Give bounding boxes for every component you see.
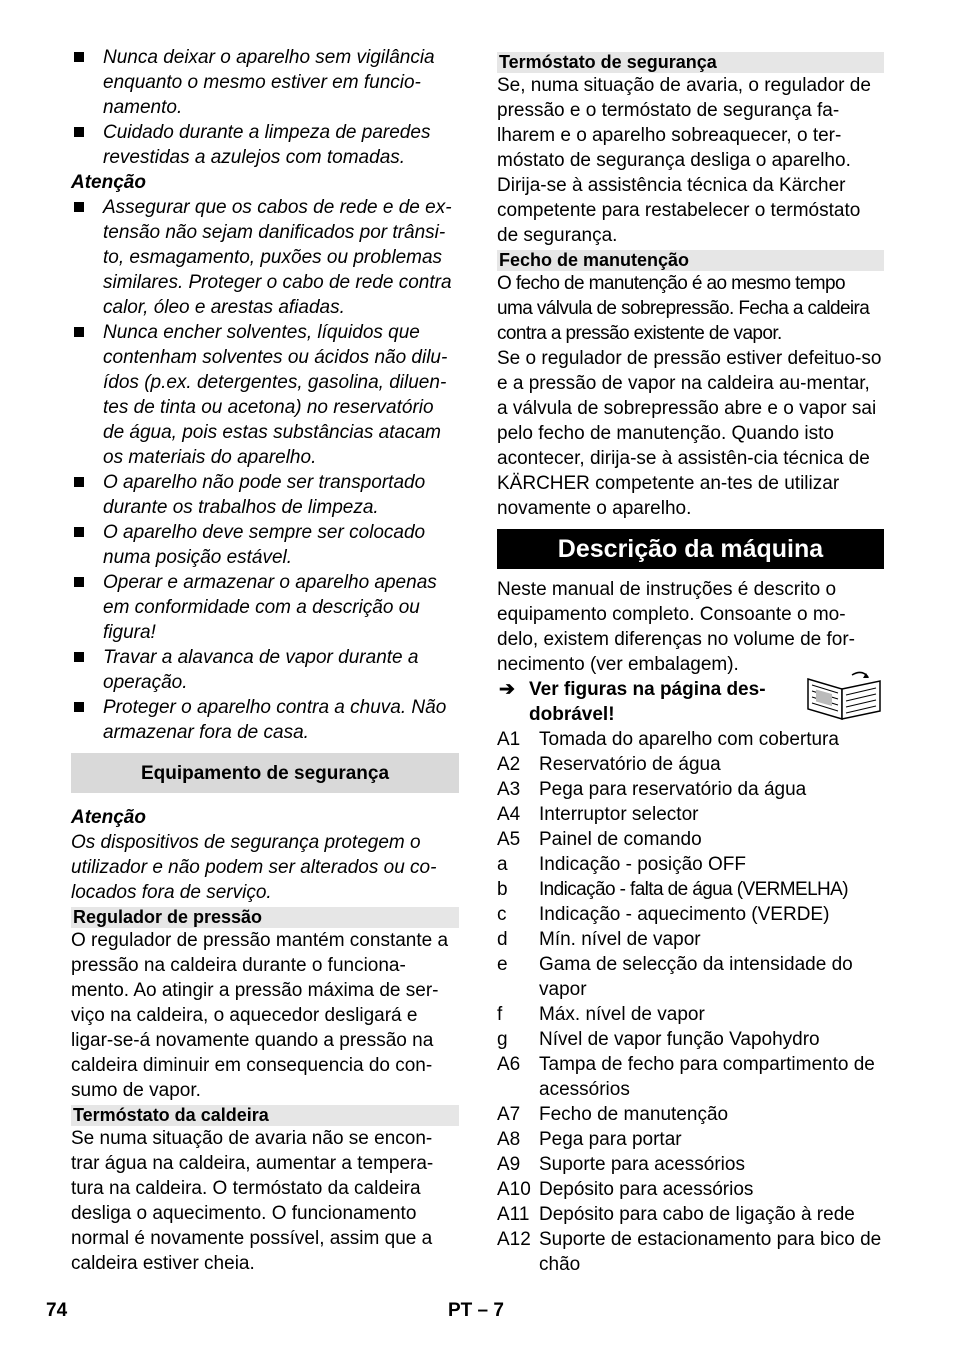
item-text: Depósito para cabo de ligação à rede (539, 1204, 855, 1225)
arrow-right-icon: ➔ (499, 679, 515, 700)
item-key: e (497, 954, 508, 975)
bullet-list-a (71, 45, 459, 170)
item-text: Nível de vapor função Vapohydro (539, 1029, 820, 1050)
item-text: Pega para portar (539, 1129, 682, 1150)
attention-label: Atenção (71, 807, 146, 828)
list-item (497, 1127, 884, 1152)
item-text: Indicação - falta de água (VERMELHA) (539, 879, 848, 900)
list-item (497, 1002, 884, 1027)
section-title-machine-description: Descrição da máquina (497, 529, 884, 569)
bullet-item: Travar a alavanca de vapor durante a operação. (71, 645, 459, 695)
list-item (497, 1052, 884, 1102)
section-title-safety-equipment: Equipamento de segurança (71, 753, 459, 793)
component-list (497, 727, 884, 1277)
page-number: 74 (46, 1300, 68, 1321)
item-key: f (497, 1004, 503, 1025)
item-text: Tampa de fecho para compartimento de acessórios (539, 1054, 875, 1100)
subheading-pressure-regulator: Regulador de pressão (71, 907, 459, 928)
item-key: A5 (497, 829, 521, 850)
item-key: g (497, 1029, 508, 1050)
list-item (497, 877, 884, 902)
subheading-safety-thermostat: Termóstato de segurança (497, 52, 884, 73)
item-key: A8 (497, 1129, 521, 1150)
bullet-item: Proteger o aparelho contra a chuva. Não armazenar fora de casa. (71, 695, 459, 745)
bullet-item: Cuidado durante a limpeza de paredes revestidas a azulejos com tomadas. (71, 120, 459, 170)
item-text: Indicação - posição OFF (539, 854, 746, 875)
list-item (497, 727, 884, 752)
item-text: Suporte de estacionamento para bico de chão (539, 1229, 882, 1275)
item-text: Pega para reservatório da água (539, 779, 807, 800)
see-figures-note (497, 677, 884, 727)
list-item (497, 1152, 884, 1177)
list-item (497, 902, 884, 927)
item-key: A7 (497, 1104, 521, 1125)
paragraph-maintenance-closure-2: Se o regulador de pressão estiver defeituo-so e a pressão de vapor na caldeira au-mentar, a válvula de sobrepressão abre e o vapor sai pelo fecho de manutenção. Quando isto acontecer, dirija-se à assistên-cia técnica de KÄRCHER competente an-tes de utilizar novamente o aparelho. (497, 348, 882, 519)
item-text: Painel de comando (539, 829, 702, 850)
list-item (497, 752, 884, 777)
item-key: c (497, 904, 507, 925)
safety-note: Os dispositivos de segurança protegem o utilizador e não podem ser alterados ou co-locados fora de serviço. (71, 832, 437, 903)
bullet-item: Assegurar que os cabos de rede e de ex-tensão não sejam danificados por trânsi-to, esmagamento, puxões ou problemas similares. Proteger o cabo de rede contra calor, óleo e arestas afiadas. (71, 195, 459, 320)
paragraph-machine-description: Neste manual de instruções é descrito o equipamento completo. Consoante o mo-delo, existem diferenças no volume de for-necimento (ver embalagem). (497, 579, 856, 675)
attention-label: Atenção (71, 172, 146, 193)
item-text: Gama de selecção da intensidade do vapor (539, 954, 853, 1000)
bullet-item: O aparelho não pode ser transportado durante os trabalhos de limpeza. (71, 470, 459, 520)
item-text: Depósito para acessórios (539, 1179, 754, 1200)
item-key: b (497, 879, 508, 900)
item-key: A9 (497, 1154, 521, 1175)
bullet-item: Nunca deixar o aparelho sem vigilância enquanto o mesmo estiver em funcio-namento. (71, 45, 459, 120)
paragraph-pressure-regulator: O regulador de pressão mantém constante a pressão na caldeira durante o funciona-mento. Ao atingir a pressão máxima de ser-viço na caldeira, o aquecedor desligará e ligar-se-á novamente quando a pressão na caldeira diminuir em consequencia do con-sumo de vapor. (71, 930, 449, 1101)
item-text: Reservatório de água (539, 754, 721, 775)
paragraph-safety-thermostat: Se, numa situação de avaria, o regulador de pressão e o termóstato de segurança fa-lharem e o aparelho sobreaquecer, o ter-móstato de segurança desliga o aparelho. Dirija-se à assistência técnica da Kärcher competente para restabelecer o termóstato de segurança. (497, 75, 871, 246)
item-key: a (497, 854, 508, 875)
list-item (497, 1102, 884, 1127)
list-item (497, 1027, 884, 1052)
item-key: A10 (497, 1179, 531, 1200)
list-item (497, 1227, 884, 1277)
list-item (497, 777, 884, 802)
bullet-item: Operar e armazenar o aparelho apenas em conformidade com a descrição ou figura! (71, 570, 459, 645)
list-item (497, 1177, 884, 1202)
list-item (497, 852, 884, 877)
item-text: Fecho de manutenção (539, 1104, 729, 1125)
list-item (497, 1202, 884, 1227)
left-column (71, 45, 459, 1276)
right-column (497, 45, 884, 1277)
item-key: A11 (497, 1204, 530, 1225)
list-item (497, 827, 884, 852)
list-item (497, 802, 884, 827)
item-key: A1 (497, 729, 521, 750)
list-item (497, 952, 884, 1002)
item-key: A3 (497, 779, 521, 800)
item-text: Tomada do aparelho com cobertura (539, 729, 839, 750)
bullet-item: O aparelho deve sempre ser colocado numa posição estável. (71, 520, 459, 570)
open-book-icon (804, 669, 884, 721)
item-text: Indicação - aquecimento (VERDE) (539, 904, 830, 925)
bullet-item: Nunca encher solventes, líquidos que contenham solventes ou ácidos não dilu-ídos (p.ex. detergentes, gasolina, diluen-tes de tinta ou acetona) no reservatório de água, pois estas substâncias atacam os materiais do aparelho. (71, 320, 459, 470)
paragraph-boiler-thermostat: Se numa situação de avaria não se encon-trar água na caldeira, aumentar a tempera-tura na caldeira. O termóstato da caldeira desliga o aquecimento. O funcionamento normal é novamente possível, assim que a caldeira estiver cheia. (71, 1128, 434, 1274)
bullet-list-b (71, 195, 459, 745)
subheading-boiler-thermostat: Termóstato da caldeira (71, 1105, 459, 1126)
item-text: Suporte para acessórios (539, 1154, 745, 1175)
item-key: A2 (497, 754, 521, 775)
section-page-label: PT – 7 (448, 1300, 504, 1321)
subheading-maintenance-closure: Fecho de manutenção (497, 250, 884, 271)
see-figures-text: Ver figuras na página des-dobrável! (529, 679, 766, 725)
item-text: Interruptor selector (539, 804, 699, 825)
item-key: d (497, 929, 508, 950)
list-item (497, 927, 884, 952)
item-key: A4 (497, 804, 521, 825)
paragraph-maintenance-closure-1: O fecho de manutenção é ao mesmo tempo uma válvula de sobrepressão. Fecha a caldeira contra a pressão existente de vapor. (497, 273, 870, 344)
item-key: A6 (497, 1054, 521, 1075)
item-key: A12 (497, 1229, 531, 1250)
item-text: Máx. nível de vapor (539, 1004, 705, 1025)
item-text: Mín. nível de vapor (539, 929, 701, 950)
